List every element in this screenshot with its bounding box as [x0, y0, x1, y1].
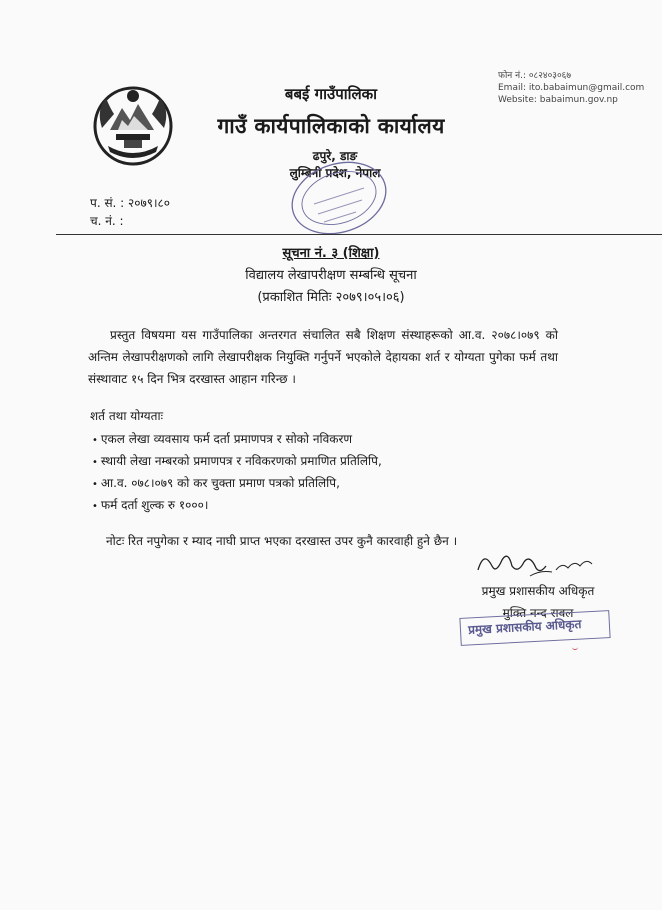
- office-name: गाउँ कार्यपालिकाको कार्यालय: [217, 114, 445, 138]
- website-address: Website: babaimun.gov.np: [498, 95, 618, 105]
- handwritten-signature: [470, 540, 600, 584]
- signatory-designation: प्रमुख प्रशासकीय अधिकृत: [481, 584, 595, 598]
- requirement-item: • एकल लेखा व्यवसाय फर्म दर्ता प्रमाणपत्र र सोको नविकरण: [92, 428, 382, 450]
- contact-info: [498, 70, 644, 106]
- stamp-text: प्रमुख प्रशासकीय अधिकृत: [467, 617, 582, 637]
- requirements-list: [92, 428, 382, 516]
- email-address: Email: ito.babaimun@gmail.com: [498, 83, 645, 93]
- notice-subtitle: विद्यालय लेखापरीक्षण सम्बन्धि सूचना: [245, 268, 417, 283]
- published-date: (प्रकाशित मितिः २०७९।०५।०६): [257, 290, 405, 305]
- address-line-2: लुम्बिनी प्रदेश, नेपाल: [289, 166, 381, 180]
- designation-stamp: [456, 604, 616, 652]
- phone-number: फोन नं.: ०८२४०३०६७: [498, 71, 571, 81]
- chalani-number: च. नं. :: [90, 214, 124, 228]
- patra-sankhya: प. सं. : २०७९।८०: [90, 196, 171, 210]
- header-divider: [56, 234, 662, 235]
- office-seal-stamp: [284, 158, 394, 236]
- requirements-heading: शर्त तथा योग्यताः: [90, 409, 164, 423]
- notice-note: नोटः रित नपुगेका र म्याद नाघी प्राप्त भएका दरखास्त उपर कुनै कारवाही हुने छैन ।: [106, 534, 458, 548]
- requirement-item: • स्थायी लेखा नम्बरको प्रमाणपत्र र नविकरणको प्रमाणित प्रतिलिपि,: [92, 450, 382, 472]
- letterhead-title: [186, 84, 476, 140]
- municipality-name: बबई गाउँपालिका: [284, 85, 378, 103]
- reference-numbers: [90, 194, 170, 230]
- requirement-item: • फर्म दर्ता शुल्क रु १०००।: [92, 494, 382, 516]
- signatory-name: मुक्ति नन्द रावल: [502, 606, 574, 620]
- address-line-1: ढपुरे, डाङ: [312, 149, 358, 163]
- notice-body: प्रस्तुत विषयमा यस गाउँपालिका अन्तरगत संचालित सबै शिक्षण संस्थाहरूको आ.व. २०७८।०७९ को अन्तिम लेखापरीक्षणको लागि लेखापरीक्षक नियुक्ति गर्नुपर्ने भएकोले देहायका शर्त र योग्यता पुगेका फर्म तथा संस्थावाट १५ दिन भित्र दरखास्त आहान गरिन्छ ।: [88, 328, 558, 386]
- nepal-emblem-icon: [88, 80, 178, 168]
- notice-title: सूचना नं. ३ (शिक्षा): [282, 246, 380, 261]
- requirement-item: • आ.व. ०७८।०७९ को कर चुक्ता प्रमाण पत्रको प्रतिलिपि,: [92, 472, 382, 494]
